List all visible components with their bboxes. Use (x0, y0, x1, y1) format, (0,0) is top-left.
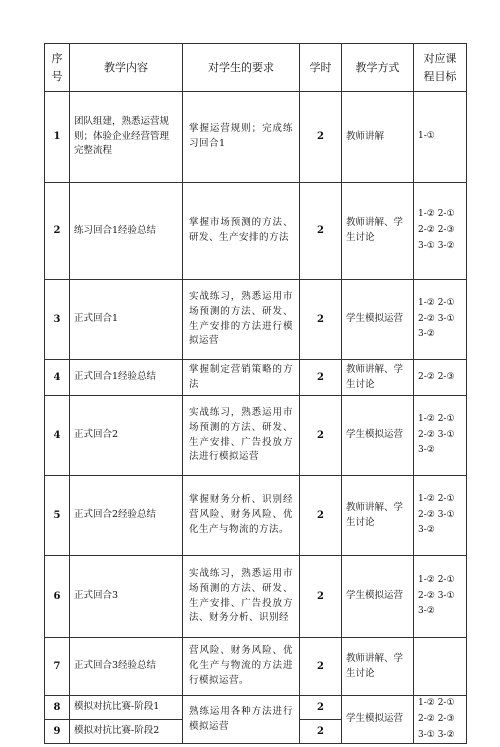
table-row (45, 396, 467, 476)
row-seq: 4 (45, 360, 70, 396)
row-target (414, 638, 467, 696)
row-requirement: 营风险、财务风险、优化生产与物流的方法进行模拟运营。 (183, 638, 300, 696)
table-row (45, 183, 467, 280)
row-target: 2-② 2-③ (414, 360, 467, 396)
row-seq: 5 (45, 476, 70, 556)
row-hours: 2 (300, 556, 342, 638)
row-hours: 2 (300, 396, 342, 476)
row-method: 学生模拟运营 (342, 396, 414, 476)
row-target: 1-② 2-① 2-② 3-① 3-② (414, 396, 467, 476)
table-row (45, 476, 467, 556)
table-row (45, 556, 467, 638)
row-method: 教师讲解、学生讨论 (342, 360, 414, 396)
table-header-row (45, 44, 467, 92)
row-seq: 8 (45, 696, 70, 720)
header-requirement: 对学生的要求 (183, 44, 300, 92)
row-requirement: 掌握制定营销策略的方 法 (183, 360, 300, 396)
row-hours: 2 (300, 183, 342, 280)
header-content: 教学内容 (70, 44, 183, 92)
row-requirement: 掌握运营规则；完成练习回合1 (183, 92, 300, 183)
row-hours: 2 (300, 696, 342, 720)
row-target: 1-② 2-① 2-② 3-① 3-② (414, 476, 467, 556)
course-schedule-table (44, 43, 467, 744)
row-method: 教师讲解、学生讨论 (342, 476, 414, 556)
row-target: 1-② 2-① 2-② 3-① 3-② (414, 556, 467, 638)
row-requirement: 掌握财务分析、识别经营风险、财务风险、优化生产与物流的方法。 (183, 476, 300, 556)
table-row (45, 360, 467, 396)
table-row (45, 696, 467, 720)
row-requirement: 实战练习，熟悉运用市场预测的方法、研发、生产安排的方法进行模 拟运营 (183, 280, 300, 360)
header-method: 教学方式 (342, 44, 414, 92)
row-content: 正式回合2经验总结 (70, 476, 183, 556)
row-content: 正式回合3 (70, 556, 183, 638)
row-content: 模拟对抗比赛-阶段2 (70, 720, 183, 744)
row-requirement: 熟练运用各种方法进行模拟运营 (183, 696, 300, 744)
row-target: 1-② 2-① 2-② 2-③ 3-① 3-② (414, 696, 467, 744)
header-seq: 序号 (45, 44, 70, 92)
header-target: 对应课程目标 (414, 44, 467, 92)
row-seq: 2 (45, 183, 70, 280)
row-target: 1-① (414, 92, 467, 183)
row-content: 模拟对抗比赛-阶段1 (70, 696, 183, 720)
row-requirement: 实战练习，熟悉运用市场预测的方法、研发、生产安排、广告投放方法进行模拟运营 (183, 396, 300, 476)
row-requirement: 实战练习，熟悉运用市场预测的方法、研发、生产安排、广告投放方法、财务分析、识别经 (183, 556, 300, 638)
row-target: 1-② 2-① 2-② 3-① 3-② (414, 280, 467, 360)
row-hours: 2 (300, 476, 342, 556)
row-seq: 7 (45, 638, 70, 696)
row-hours: 2 (300, 360, 342, 396)
row-content: 正式回合1经验总结 (70, 360, 183, 396)
row-seq: 3 (45, 280, 70, 360)
row-content: 练习回合1经验总结 (70, 183, 183, 280)
row-method: 教师讲解、学生讨论 (342, 638, 414, 696)
row-seq: 9 (45, 720, 70, 744)
row-seq: 4 (45, 396, 70, 476)
row-content: 正式回合1 (70, 280, 183, 360)
row-hours: 2 (300, 92, 342, 183)
row-method: 学生模拟运营 (342, 556, 414, 638)
table-row (45, 280, 467, 360)
row-target: 1-② 2-① 2-② 2-③ 3-① 3-② (414, 183, 467, 280)
row-hours: 2 (300, 280, 342, 360)
row-method: 教师讲解、学生讨论 (342, 183, 414, 280)
table-row (45, 92, 467, 183)
row-content: 正式回合2 (70, 396, 183, 476)
row-requirement: 掌握市场预测的方法、研发、生产安排的方法 (183, 183, 300, 280)
row-content: 正式回合3经验总结 (70, 638, 183, 696)
row-method: 教师讲解 (342, 92, 414, 183)
row-hours: 2 (300, 638, 342, 696)
row-seq: 6 (45, 556, 70, 638)
header-hours: 学时 (300, 44, 342, 92)
row-seq: 1 (45, 92, 70, 183)
row-method: 学生模拟运营 (342, 696, 414, 744)
table-row (45, 638, 467, 696)
row-content: 团队组建，熟悉运营规则；体验企业经营管理完整流程 (70, 92, 183, 183)
row-hours: 2 (300, 720, 342, 744)
row-method: 学生模拟运营 (342, 280, 414, 360)
